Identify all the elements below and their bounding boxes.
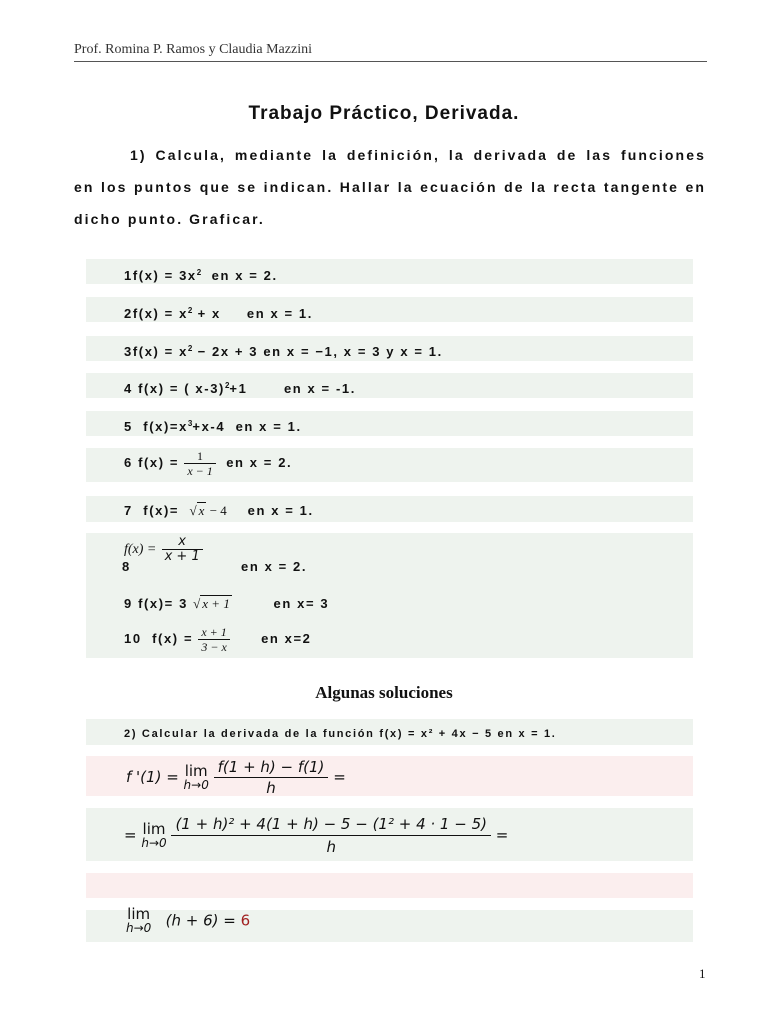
step-3: lim h→0 (h + 6) = 6 xyxy=(126,905,251,935)
exercise-1: $1f(x) = 3x^2$ en x = 2. xyxy=(124,268,278,283)
fraction-8: $\frac{x}{x + 1}$ xyxy=(162,535,203,564)
solution-problem: 2) Calcular la derivada de la función f(x) = x² + 4x − 5 en x = 1. xyxy=(124,728,557,740)
fraction-10: $\frac{x + 1}{3 - x}$ xyxy=(198,625,229,654)
solutions-title: Algunas soluciones xyxy=(315,683,453,702)
intro-text: 1) Calcula, mediante la definición, la derivada de las funciones en los puntos que se indican. Hallar la ecuación de la recta tangente en dicho punto. Graficar. xyxy=(74,147,706,227)
exercise-6: 6 f(x) = $\frac{1}{x - 1}$ en x = 2. xyxy=(124,449,293,478)
step-2: = lim h→0 $\frac{\text{(1 + h)² + 4(1 + h) − 5 − (1² + 4 · 1 − 5)}}{h}$ = xyxy=(124,815,509,856)
header-authors: Prof. Romina P. Ramos y Claudia Mazzini xyxy=(74,42,312,57)
exercise-8: f(x) = $\frac{x}{x + 1}$ xyxy=(124,535,203,564)
exercise-9: 9 f(x)= 3 √ x + 1 en x= 3 xyxy=(124,596,330,611)
header-rule xyxy=(74,61,707,62)
result-value: 6 xyxy=(240,911,251,930)
exercise-2: $2f(x) = x^2 + x$ en x = 1. xyxy=(124,306,313,321)
page-number: 1 xyxy=(699,966,706,981)
exercise-8-point: en x = 2. xyxy=(241,559,308,574)
sqrt-7: √ x − 4 xyxy=(189,503,227,518)
exercise-3: $3f(x) = x^2 - 2x + 3$ en x = −1, x = 3 y x = 1. xyxy=(124,344,443,359)
sqrt-9: √ x + 1 xyxy=(193,596,230,611)
exercise-5: 5 $f(x)=x^3+x-4$ en x = 1. xyxy=(124,419,302,434)
exercise-7: 7 f(x)= √ x − 4 en x = 1. xyxy=(124,503,314,518)
step-1: f '(1) = lim h→0 $\frac{f(1 + h) - f(1)}{h}$ = xyxy=(126,758,346,797)
page-title: Trabajo Práctico, Derivada. xyxy=(248,103,520,124)
intro-paragraph xyxy=(74,139,706,235)
exercise-8-number: 8 xyxy=(122,559,131,574)
fraction-6: $\frac{1}{x - 1}$ xyxy=(184,449,215,478)
exercise-10: 10 f(x) = $\frac{x + 1}{3 - x}$ en x=2 xyxy=(124,625,312,654)
band-step-empty xyxy=(86,873,693,898)
exercise-4: 4 f(x) = ( x-3)$^2$+1 en x = -1. xyxy=(124,381,356,396)
